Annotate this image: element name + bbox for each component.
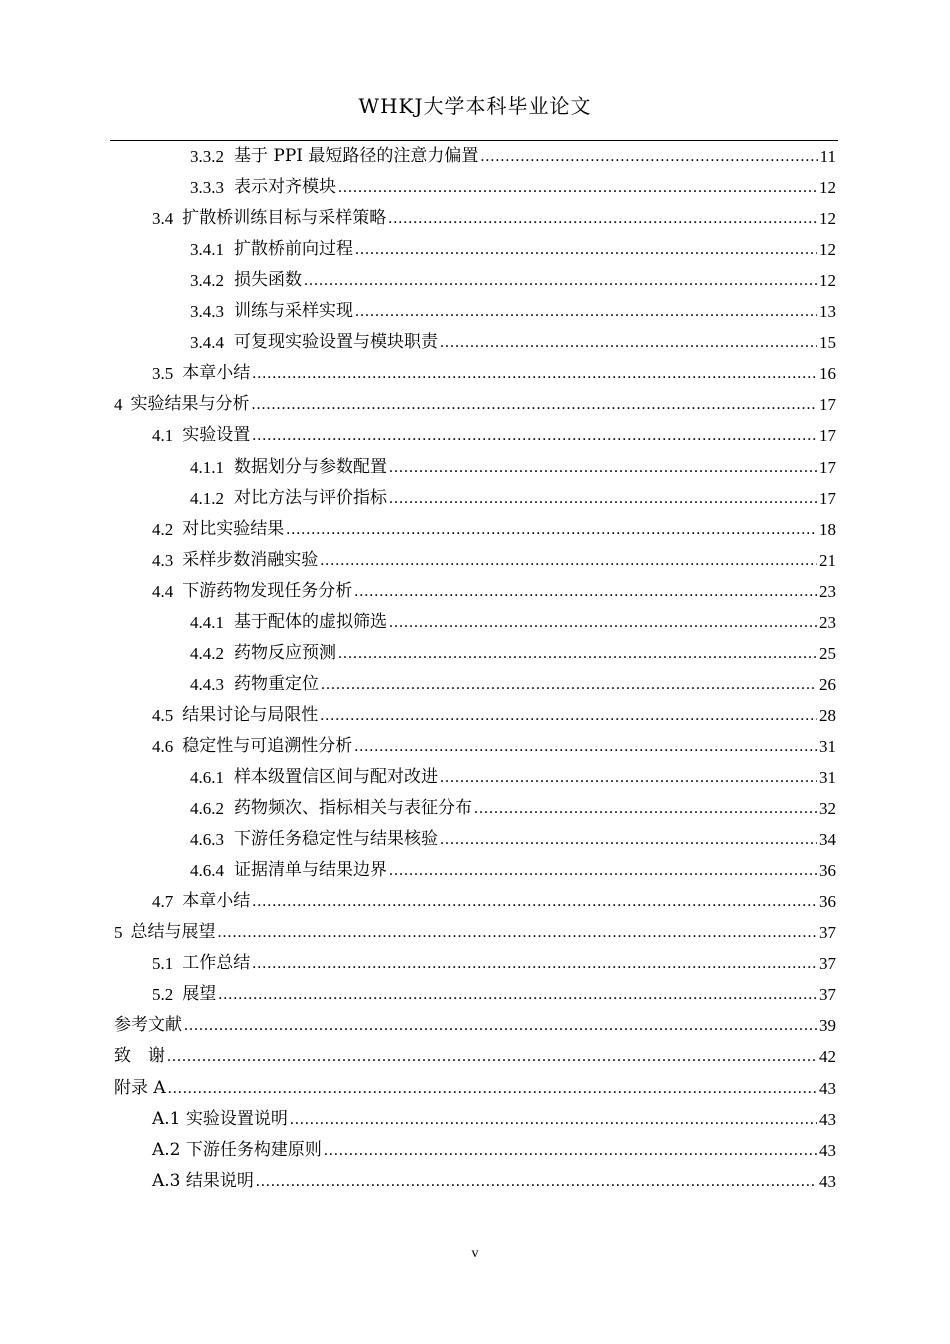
toc-entry-page-number: 12: [819, 209, 836, 229]
toc-entry-number: 5.2: [152, 985, 174, 1005]
toc-entry-title: 展望: [182, 984, 217, 1005]
toc-entry[interactable]: [190, 265, 836, 296]
toc-entry-page-number: 36: [819, 861, 836, 881]
toc-entry-page-number: 26: [819, 674, 836, 694]
toc-dot-leader: [440, 824, 817, 855]
toc-entry-number: 3.3.3: [190, 178, 224, 198]
toc-entry-title: 对比方法与评价指标: [234, 487, 387, 508]
toc-entry-page-number: 17: [819, 457, 836, 477]
toc-entry[interactable]: [152, 700, 836, 731]
toc-entry-title: 致 谢: [114, 1046, 165, 1067]
toc-entry-number: 5.1: [152, 954, 174, 974]
toc-entry-page-number: 37: [819, 954, 836, 974]
toc-entry-page-number: 17: [819, 426, 836, 446]
toc-entry-title: 本章小结: [182, 363, 251, 384]
toc-entry-title: 基于配体的虚拟筛选: [234, 611, 387, 632]
toc-entry-page-number: 43: [819, 1171, 836, 1191]
toc-entry[interactable]: [114, 1073, 836, 1104]
toc-dot-leader: [474, 793, 817, 824]
toc-entry-page-number: 21: [819, 550, 836, 570]
toc-entry-number: 3.5: [152, 364, 174, 384]
toc-entry[interactable]: [114, 917, 836, 948]
toc-entry[interactable]: [190, 607, 836, 638]
toc-entry-title: 药物反应预测: [234, 642, 336, 663]
toc-entry-title: 扩散桥训练目标与采样策略: [182, 208, 387, 229]
toc-entry-title: 参考文献: [114, 1015, 182, 1036]
toc-entry[interactable]: [152, 576, 836, 607]
toc-entry-title: 工作总结: [182, 953, 251, 974]
toc-dot-leader: [338, 638, 817, 669]
toc-entry-title: 可复现实验设置与模块职责: [234, 332, 438, 353]
toc-entry-number: 4.6.1: [190, 768, 224, 787]
toc-dot-leader: [320, 545, 817, 576]
page-header-title: WHKJ大学本科毕业论文: [358, 94, 592, 118]
toc-entry-number: 4: [114, 395, 123, 415]
toc-entry-number: 5: [114, 923, 123, 943]
toc-entry-title: 数据划分与参数配置: [234, 456, 387, 477]
toc-dot-leader: [355, 234, 817, 265]
toc-entry-number: 4.1.2: [190, 488, 224, 508]
toc-entry-title: A.1 实验设置说明: [152, 1108, 288, 1129]
toc-entry-page-number: 32: [819, 799, 836, 819]
toc-dot-leader: [480, 141, 817, 172]
toc-entry-title: 损失函数: [234, 270, 302, 291]
toc-dot-leader: [252, 886, 817, 917]
toc-entry-page-number: 17: [819, 488, 836, 508]
toc-entry-page-number: 43: [819, 1140, 836, 1160]
toc-entry-number: 4.5: [152, 705, 174, 725]
toc-dot-leader: [320, 700, 817, 731]
toc-entry-title: A.3 结果说明: [152, 1170, 254, 1191]
toc-dot-leader: [389, 855, 817, 886]
toc-entry[interactable]: [190, 296, 836, 327]
toc-entry-page-number: 12: [819, 240, 836, 260]
toc-dot-leader: [290, 1104, 817, 1135]
toc-entry[interactable]: [190, 669, 836, 700]
toc-entry-page-number: 12: [819, 271, 836, 291]
toc-dot-leader: [321, 669, 817, 700]
toc-entry-title: 采样步数消融实验: [182, 549, 319, 570]
toc-entry-title: 药物重定位: [234, 673, 319, 694]
toc-entry[interactable]: [114, 389, 836, 420]
toc-entry-page-number: 31: [819, 768, 836, 787]
toc-dot-leader: [354, 576, 817, 607]
page-number: v: [471, 1246, 479, 1261]
toc-entry-title: 训练与采样实现: [234, 301, 353, 322]
toc-dot-leader: [354, 731, 817, 762]
toc-entry-title: 表示对齐模块: [234, 177, 336, 198]
toc-entry[interactable]: [114, 1041, 836, 1072]
toc-entry[interactable]: [190, 762, 836, 793]
toc-entry-title: 对比实验结果: [182, 518, 285, 539]
toc-entry[interactable]: [190, 141, 836, 172]
toc-entry-page-number: 23: [819, 581, 836, 601]
toc-entry-title: 稳定性与可追溯性分析: [182, 735, 353, 756]
toc-entry[interactable]: [152, 1166, 836, 1197]
toc-entry-number: 4.7: [152, 892, 174, 912]
toc-dot-leader: [218, 979, 817, 1010]
toc-entry[interactable]: [152, 514, 836, 545]
toc-dot-leader: [252, 389, 818, 420]
toc-dot-leader: [355, 296, 817, 327]
toc-entry-number: 3.4.4: [190, 333, 224, 353]
toc-dot-leader: [256, 1166, 817, 1197]
toc-entry-page-number: 13: [819, 302, 836, 322]
toc-entry-number: 4.6.4: [190, 861, 224, 881]
toc-entry-page-number: 43: [819, 1109, 836, 1129]
toc-entry[interactable]: [190, 824, 836, 855]
toc-entry-title: 附录 A: [114, 1077, 166, 1098]
toc-entry[interactable]: [152, 731, 836, 762]
toc-dot-leader: [252, 358, 817, 389]
toc-dot-leader: [324, 1135, 817, 1166]
toc-dot-leader: [252, 948, 817, 979]
toc-entry-number: 4.6: [152, 736, 174, 756]
toc-entry[interactable]: [190, 638, 836, 669]
toc-entry[interactable]: [152, 979, 836, 1010]
toc-entry-page-number: 42: [819, 1047, 836, 1067]
toc-entry-number: 4.1.1: [190, 457, 224, 477]
toc-entry-number: 4.6.2: [190, 799, 224, 819]
toc-entry[interactable]: [152, 358, 836, 389]
toc-dot-leader: [286, 514, 817, 545]
toc-entry-title: 总结与展望: [130, 922, 216, 943]
toc-entry-number: 3.4.1: [190, 240, 224, 260]
toc-entry-page-number: 28: [819, 705, 836, 725]
toc-entry[interactable]: [152, 1104, 836, 1135]
toc-entry[interactable]: [190, 172, 836, 203]
toc-entry-page-number: 18: [819, 519, 836, 539]
toc-entry-page-number: 39: [819, 1016, 836, 1036]
toc-dot-leader: [389, 483, 817, 514]
toc-entry-title: 扩散桥前向过程: [234, 239, 353, 260]
toc-dot-leader: [388, 203, 817, 234]
toc-dot-leader: [167, 1041, 817, 1072]
toc-entry-title: 证据清单与结果边界: [234, 860, 387, 881]
toc-entry[interactable]: [152, 545, 836, 576]
toc-entry-page-number: 11: [819, 147, 836, 166]
toc-entry-page-number: 37: [819, 985, 836, 1005]
toc-entry-title: 实验结果与分析: [130, 394, 250, 415]
toc-dot-leader: [338, 172, 817, 203]
toc-entry-number: 4.4.1: [190, 612, 224, 632]
toc-dot-leader: [184, 1010, 817, 1041]
toc-entry-number: 4.1: [152, 426, 174, 446]
toc-entry-title: 药物频次、指标相关与表征分布: [234, 798, 472, 819]
toc-dot-leader: [440, 762, 817, 793]
toc-entry-page-number: 43: [819, 1078, 836, 1098]
toc-entry[interactable]: [190, 327, 836, 358]
toc-entry-title: 样本级置信区间与配对改进: [234, 767, 438, 787]
toc-entry[interactable]: [152, 886, 836, 917]
toc-entry-number: 4.2: [152, 519, 174, 539]
toc-entry[interactable]: [152, 1135, 836, 1166]
toc-entry[interactable]: [190, 793, 836, 824]
toc-entry-page-number: 23: [819, 612, 836, 632]
toc-entry-title: 基于 PPI 最短路径的注意力偏置: [234, 146, 479, 166]
toc-entry[interactable]: [190, 452, 836, 483]
toc-entry-number: 4.4.2: [190, 643, 224, 663]
toc-entry-title: 实验设置: [182, 425, 251, 446]
toc-entry-number: 3.4.3: [190, 302, 224, 322]
toc-entry-page-number: 36: [819, 892, 836, 912]
toc-entry-page-number: 31: [819, 736, 836, 756]
toc-entry-page-number: 25: [819, 643, 836, 663]
toc-dot-leader: [168, 1073, 817, 1104]
toc-entry[interactable]: [190, 855, 836, 886]
toc-entry-number: 4.4: [152, 581, 174, 601]
toc-entry-title: 结果讨论与局限性: [182, 704, 319, 725]
toc-entry-number: 3.4.2: [190, 271, 224, 291]
toc-entry-page-number: 17: [819, 395, 836, 415]
toc-entry-number: 3.3.2: [190, 147, 224, 166]
toc-entry[interactable]: [152, 948, 836, 979]
toc-entry-number: 4.4.3: [190, 674, 224, 694]
toc-dot-leader: [389, 452, 817, 483]
toc-dot-leader: [440, 327, 817, 358]
toc-entry-title: 下游任务稳定性与结果核验: [234, 829, 438, 850]
toc-dot-leader: [218, 917, 818, 948]
toc-entry-title: 下游药物发现任务分析: [182, 580, 353, 601]
toc-dot-leader: [304, 265, 817, 296]
toc-entry-page-number: 15: [819, 333, 836, 353]
toc-entry[interactable]: [190, 234, 836, 265]
toc-entry-number: 3.4: [152, 209, 174, 229]
toc-entry[interactable]: [152, 420, 836, 451]
toc-entry[interactable]: [152, 203, 836, 234]
toc-entry-title: 本章小结: [182, 891, 251, 912]
toc-entry-page-number: 34: [819, 830, 836, 850]
toc-entry-page-number: 16: [819, 364, 836, 384]
toc-entry-title: A.2 下游任务构建原则: [152, 1139, 322, 1160]
toc-entry-page-number: 37: [819, 923, 836, 943]
toc-dot-leader: [252, 420, 817, 451]
toc-entry-number: 4.6.3: [190, 830, 224, 850]
toc-entry-page-number: 12: [819, 178, 836, 198]
toc-entry[interactable]: [190, 483, 836, 514]
toc-entry-number: 4.3: [152, 550, 174, 570]
toc-dot-leader: [389, 607, 817, 638]
toc-entry[interactable]: [114, 1010, 836, 1041]
